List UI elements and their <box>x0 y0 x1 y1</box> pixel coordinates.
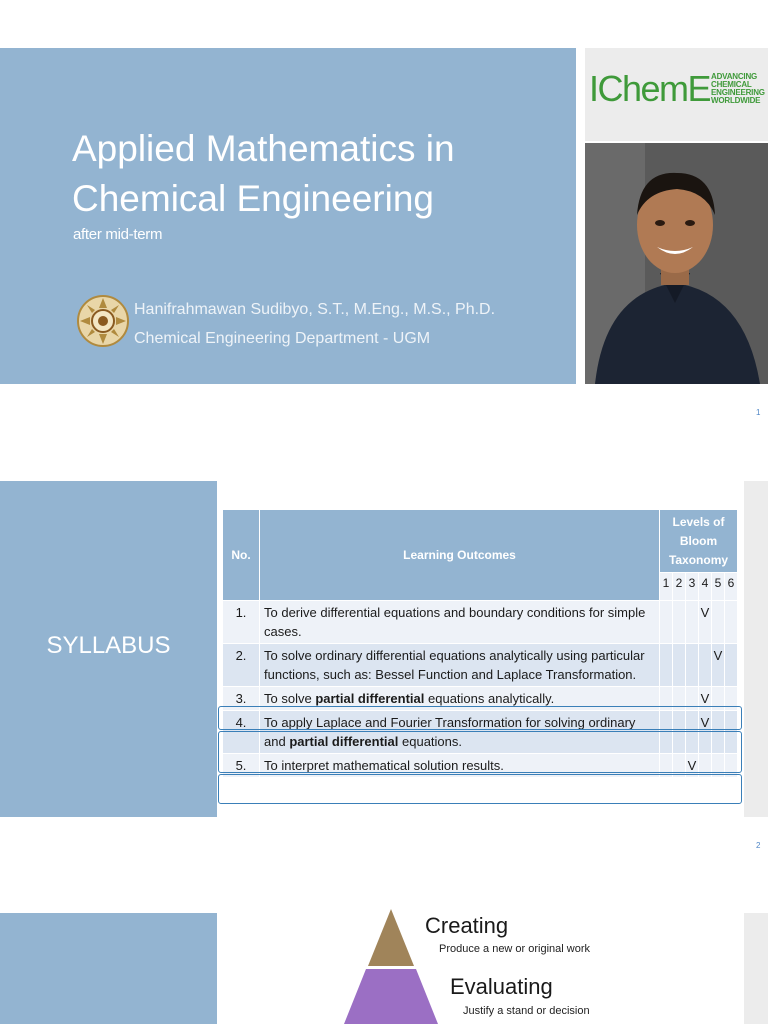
highlight-row-5 <box>218 774 742 804</box>
level-cell <box>660 601 673 644</box>
level-cell <box>673 644 686 687</box>
level-mark: V <box>699 601 712 644</box>
presenter-photo <box>585 143 768 384</box>
author-department: Chemical Engineering Department - UGM <box>134 330 431 347</box>
level-5-header: 5 <box>712 573 725 601</box>
level-3-header: 3 <box>686 573 699 601</box>
slide-title: Applied Mathematics in Chemical Engineering <box>72 128 455 219</box>
level-cell <box>686 601 699 644</box>
row-outcome: To derive differential equations and boundary conditions for simple cases. <box>260 601 660 644</box>
row-outcome: To solve partial differential equations analytically. <box>260 687 660 711</box>
column-header-no: No. <box>223 510 260 601</box>
column-header-levels: Levels of Bloom Taxonomy <box>660 510 738 573</box>
level-mark: V <box>699 687 712 711</box>
row-number: 2. <box>223 644 260 687</box>
author-name: Hanifrahmawan Sudibyo, S.T., M.Eng., M.S., Ph.D. <box>134 301 496 318</box>
level-cell <box>673 601 686 644</box>
level-creating-description: Produce a new or original work <box>439 943 591 955</box>
page-number: 1 <box>756 408 761 417</box>
row-number: 1. <box>223 601 260 644</box>
level-evaluating-description: Justify a stand or decision <box>463 1005 590 1017</box>
table-row <box>223 644 738 687</box>
author-block <box>134 295 495 353</box>
level-cell <box>725 601 738 644</box>
row-outcome: To interpret mathematical solution results. <box>260 754 660 778</box>
row-outcome: To solve ordinary differential equations analytically using particular functions, such as: Bessel Function and Laplace Transformation. <box>260 644 660 687</box>
highlight-row-4 <box>218 731 742 773</box>
column-header-outcomes: Learning Outcomes <box>260 510 660 601</box>
syllabus-heading: SYLLABUS <box>46 632 171 659</box>
level-6-header: 6 <box>725 573 738 601</box>
level-2-header: 2 <box>673 573 686 601</box>
level-1-header: 1 <box>660 573 673 601</box>
pyramid-level-evaluating <box>344 969 438 1024</box>
ugm-seal-icon <box>76 294 130 348</box>
level-cell <box>699 644 712 687</box>
slide-subtitle: after mid-term <box>73 226 163 243</box>
level-creating-title: Creating <box>425 913 509 938</box>
pyramid-level-creating <box>368 909 414 966</box>
level-4-header: 4 <box>699 573 712 601</box>
row-outcome: To apply Laplace and Fourier Transformation for solving ordinary and partial differential equations. <box>260 711 660 754</box>
table-row <box>223 601 738 644</box>
level-cell <box>725 644 738 687</box>
level-mark: V <box>686 754 699 778</box>
page-number: 2 <box>756 841 761 850</box>
level-mark: V <box>699 711 712 754</box>
level-mark: V <box>712 644 725 687</box>
bloom-side-panel <box>0 913 217 1024</box>
row-number: 4. <box>223 711 260 754</box>
level-cell <box>660 644 673 687</box>
next-slide-edge <box>744 913 768 1024</box>
presenter-portrait-icon <box>585 143 768 384</box>
level-cell <box>712 601 725 644</box>
highlight-row-3 <box>218 706 742 730</box>
icheme-logo: IChemE <box>589 68 711 109</box>
next-slide-edge <box>744 481 768 817</box>
row-number: 5. <box>223 754 260 778</box>
row-number: 3. <box>223 687 260 711</box>
level-cell <box>686 644 699 687</box>
icheme-tagline: ADVANCING CHEMICAL ENGINEERING WORLDWIDE <box>711 72 765 105</box>
level-evaluating-title: Evaluating <box>450 974 553 999</box>
